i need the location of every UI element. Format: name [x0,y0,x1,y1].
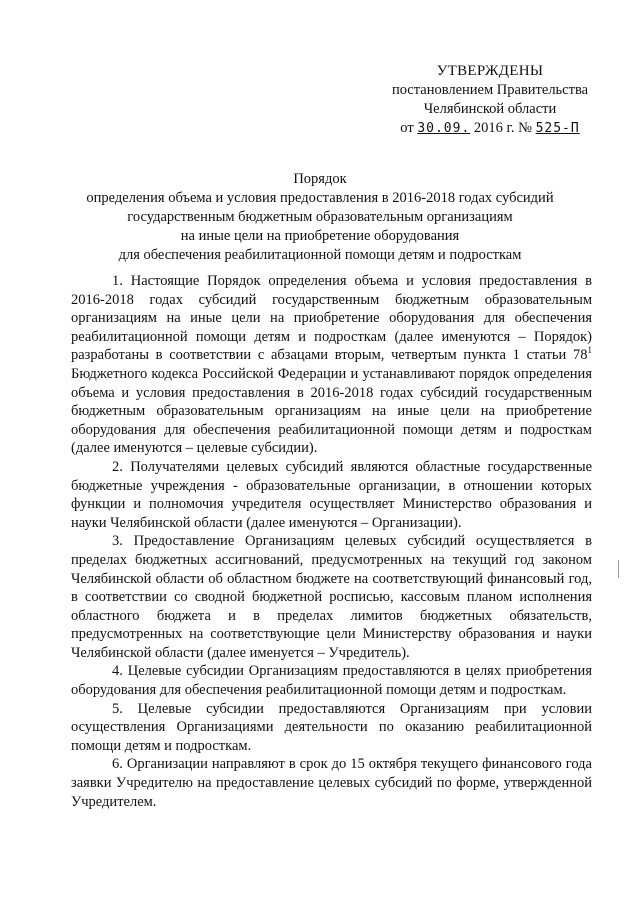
paragraph-2: 2. Получателями целевых субсидий являются областные государственные бюджетные учреждения - образовательные организации, в отношении которых функции и полномочия учредителя осуществляет Министерство образования и науки Челябинской области (далее именуются – Организации). [71,458,592,531]
superscript: 1 [587,345,592,356]
paragraph-3: 3. Предоставление Организациям целевых субсидий осуществляется в пределах бюджетных ассигнований, предусмотренных на текущий год законом Челябинской области об областном бюджете на соответствующий финансовый год, в соответствии со сводной бюджетной росписью, кассовым планом исполнения областного бюджета и в пределах лимитов бюджетных обязательств, предусмотренных на соответствующие цели Министерству образования и науки Челябинской области (далее именуется – Учредитель). [71,533,592,661]
title-line-5: для обеспечения реабилитационной помощи детям и подросткам [118,247,522,263]
title-line-3: государственным бюджетным образовательным организациям [127,209,513,225]
paragraph-4: 4. Целевые субсидии Организациям предоставляются в целях приобретения оборудования для обеспечения реабилитационной помощи детям и подросткам. [71,663,592,699]
paragraph-1 [71,272,592,458]
title-line-4: на иные цели на приобретение оборудования [180,228,460,244]
approval-resolution: постановлением Правительства [391,82,589,98]
paragraph-5: 5. Целевые субсидии предоставляются Организациям при условии осуществления Организациями деятельности по оказанию реабилитационной помощи детям и подросткам. [71,700,592,754]
approval-block [360,62,620,138]
title-line-1: Порядок [293,171,347,187]
document-title [60,170,580,265]
approval-date-line [360,119,620,138]
title-line-2: определения объема и условия предоставления в 2016-2018 годах субсидий [86,190,554,206]
document-body [71,272,592,811]
approval-heading: УТВЕРЖДЕНЫ [436,63,544,79]
paragraph-1-part-a: 1. Настоящие Порядок определения объема и условия предоставления в 2016-2018 годах субсидий государственным бюджетным образовательным организациям на иные цели на приобретение оборудования для обеспечения реабилитационной помощи детям и подросткам (далее именуются – Порядок) разработаны в соответствии с абзацами вторым, четвертым пункта 1 статьи 78 [71,273,592,364]
year-number-label: 2016 г. № [473,120,532,136]
handwritten-date: 30.09. [417,121,471,136]
handwritten-number: 525-П [535,121,580,136]
paragraph-6: 6. Организации направляют в срок до 15 октября текущего финансового года заявки Учредителю на предоставление целевых субсидий по форме, утвержденной Учредителем. [71,756,592,810]
date-prefix: от [400,120,414,136]
paragraph-1-part-b: Бюджетного кодекса Российской Федерации и устанавливают порядок определения объема и условия предоставления в 2016-2018 годах субсидий государственным бюджетным образовательным организациям на иные цели на приобретение оборудования для обеспечения реабилитационной помощи детям и подросткам (далее именуются – целевые субсидии). [71,365,592,457]
approval-region: Челябинской области [423,101,557,117]
scan-edge-mark [618,560,619,578]
